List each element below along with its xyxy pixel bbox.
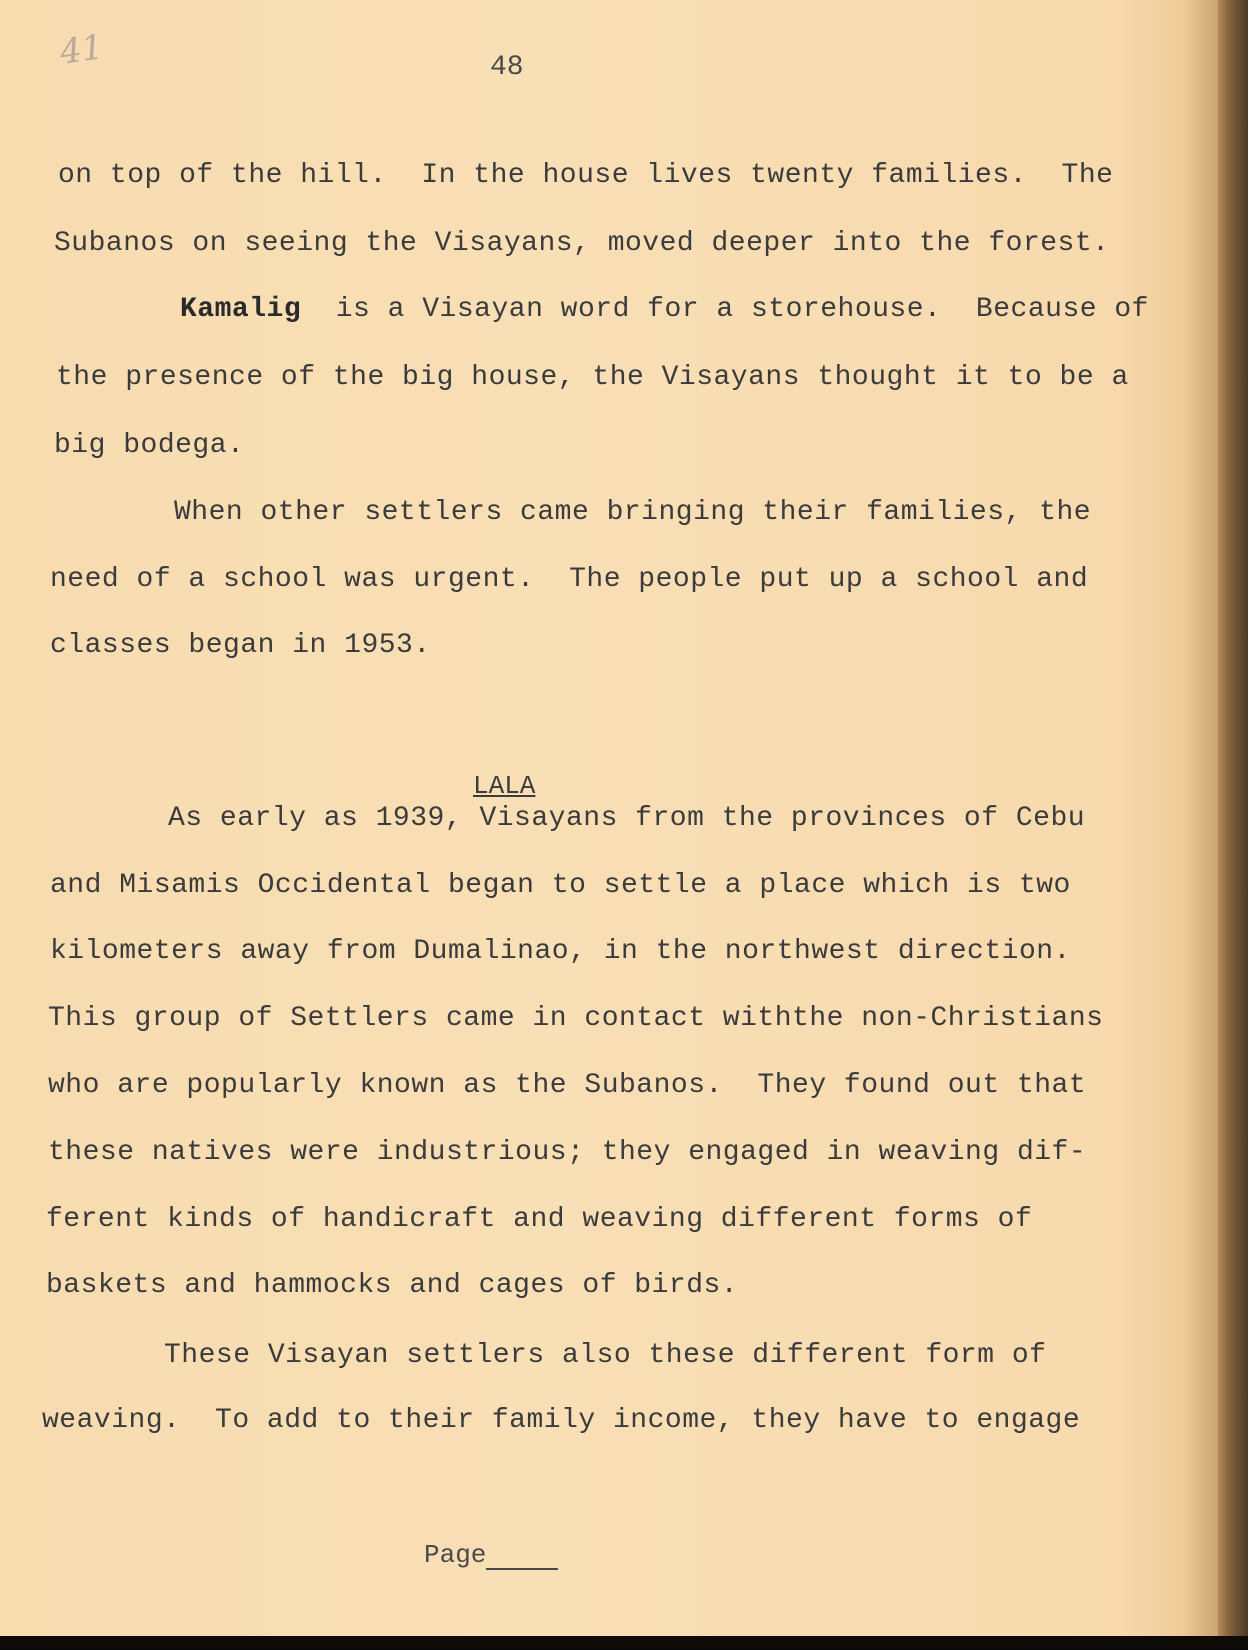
text-line-6: When other settlers came bringing their families, the xyxy=(174,497,1092,528)
footer-label: Page xyxy=(424,1540,487,1570)
page-number: 48 xyxy=(490,52,524,83)
text-line-9: As early as 1939, Visayans from the provinces of Cebu xyxy=(168,803,1086,834)
kamalig-term: Kamalig xyxy=(180,294,302,325)
text-line-17: These Visayan settlers also these different form of xyxy=(164,1340,1047,1371)
handwritten-folio-number: 41 xyxy=(57,27,106,73)
text-line-14: these natives were industrious; they engaged in weaving dif- xyxy=(48,1137,1087,1168)
text-line-16: baskets and hammocks and cages of birds. xyxy=(46,1270,739,1301)
page-footer xyxy=(424,1540,558,1570)
text-line-18: weaving. To add to their family income, they have to engage xyxy=(42,1405,1081,1436)
book-binding-edge xyxy=(1218,0,1248,1650)
text-line-3-rest: is a Visayan word for a storehouse. Because of xyxy=(335,294,1149,325)
text-line-13: who are popularly known as the Subanos. They found out that xyxy=(48,1070,1087,1101)
text-line-1: on top of the hill. In the house lives twenty families. The xyxy=(58,160,1114,191)
text-line-3 xyxy=(180,294,1149,325)
page-blank-line xyxy=(486,1544,558,1570)
text-line-4: the presence of the big house, the Visayans thought it to be a xyxy=(56,362,1129,393)
text-line-5: big bodega. xyxy=(54,430,245,461)
section-heading: LALA xyxy=(473,771,536,801)
scan-bottom-edge xyxy=(0,1636,1248,1650)
text-line-15: ferent kinds of handicraft and weaving different forms of xyxy=(46,1204,1033,1235)
text-line-12: This group of Settlers came in contact withthe non-Christians xyxy=(48,1003,1104,1034)
text-line-10: and Misamis Occidental began to settle a place which is two xyxy=(50,870,1071,901)
text-line-11: kilometers away from Dumalinao, in the northwest direction. xyxy=(50,936,1071,967)
text-line-8: classes began in 1953. xyxy=(50,630,431,661)
text-line-2: Subanos on seeing the Visayans, moved deeper into the forest. xyxy=(54,228,1110,259)
text-line-7: need of a school was urgent. The people put up a school and xyxy=(50,564,1089,595)
